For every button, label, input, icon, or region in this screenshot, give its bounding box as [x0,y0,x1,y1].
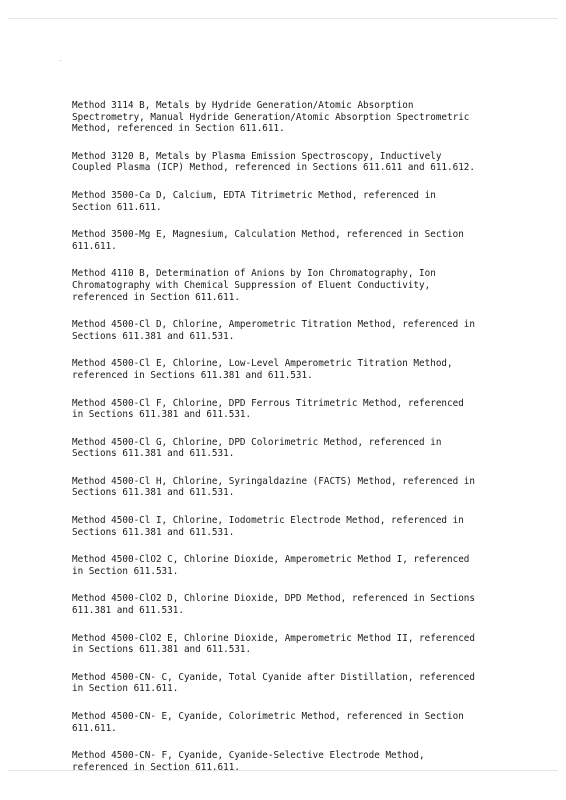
method-entry: Method 4500-Cl I, Chlorine, Iodometric Electrode Method, referenced in Sections 611.381 and 611.531. [72,515,464,538]
method-entry: Method 4110 B, Determination of Anions by Ion Chromatography, Ion Chromatography with Chemical Suppression of Eluent Conductivity, referenced in Section 611.611. [72,268,436,303]
page-bottom-edge [8,770,558,771]
method-entry: Method 3500-Ca D, Calcium, EDTA Titrimetric Method, referenced in Section 611.611. [72,189,436,213]
method-entry: Method 4500-ClO2 E, Chlorine Dioxide, Amperometric Method II, referenced in Sections 611.381 and 611.531. [72,632,475,656]
method-entry: Method 3500-Mg E, Magnesium, Calculation Method, referenced in Section 611.611. [72,229,464,252]
method-entry: Method 4500-ClO2 C, Chlorine Dioxide, Amperometric Method I, referenced in Section 611.531. [72,554,470,577]
page-top-edge [8,18,558,19]
method-list [72,100,512,789]
method-entry: Method 4500-Cl E, Chlorine, Low-Level Amperometric Titration Method, referenced in Sections 611.381 and 611.531. [72,358,453,381]
method-entry: Method 4500-CN- F, Cyanide, Cyanide-Selective Electrode Method, referenced in Section 611.611. [72,750,425,773]
method-entry: Method 3114 B, Metals by Hydride Generation/Atomic Absorption Spectrometry, Manual Hydride Generation/Atomic Absorption Spectrometric Method, referenced in Section 611.611. [72,100,470,135]
method-entry: Method 4500-ClO2 D, Chlorine Dioxide, DPD Method, referenced in Sections 611.381 and 611.531. [72,593,475,617]
method-entry: Method 4500-CN- E, Cyanide, Colorimetric Method, referenced in Section 611.611. [72,711,464,734]
method-entry: Method 4500-Cl G, Chlorine, DPD Colorimetric Method, referenced in Sections 611.381 and 611.531. [72,436,442,460]
method-entry: Method 3120 B, Metals by Plasma Emission Spectroscopy, Inductively Coupled Plasma (ICP) Method, referenced in Sections 611.611 and 611.612. [72,150,475,174]
method-entry: Method 4500-Cl H, Chlorine, Syringaldazine (FACTS) Method, referenced in Sections 611.381 and 611.531. [72,475,475,499]
method-entry: Method 4500-CN- C, Cyanide, Total Cyanide after Distillation, referenced in Section 611.611. [72,671,475,695]
scan-speck [60,60,61,61]
method-entry: Method 4500-Cl D, Chlorine, Amperometric Titration Method, referenced in Sections 611.381 and 611.531. [72,319,475,342]
method-entry: Method 4500-Cl F, Chlorine, DPD Ferrous Titrimetric Method, referenced in Sections 611.381 and 611.531. [72,397,464,421]
